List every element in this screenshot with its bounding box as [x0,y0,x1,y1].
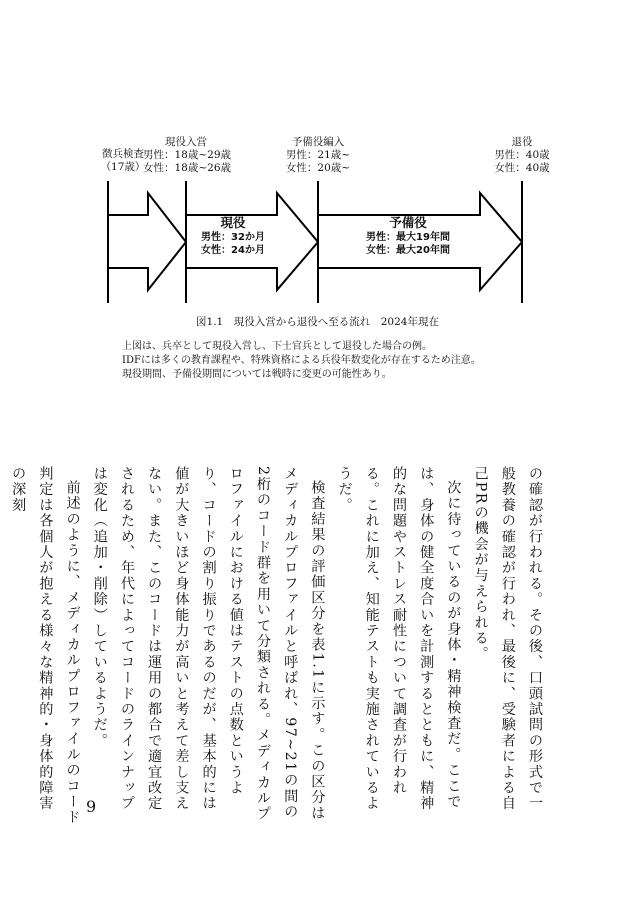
reserve-entry-male: 男性：21歳~ [285,149,351,161]
page-number: 9 [86,797,97,816]
active-entry-male: 男性：18歳~29歳 [143,149,232,161]
reserve-service-female: 女性：最大20年間 [366,245,450,256]
reserve-service-text [350,214,466,257]
reserve-entry-label [280,136,356,175]
retirement-male: 男性：40歳 [494,149,550,161]
conscription-check-age: （17歳） [100,161,146,173]
reserve-service-title: 予備役 [389,215,427,230]
figure-note: 上図は、兵卒として現役入営し、下士官兵として退役した場合の例。 [122,341,432,352]
active-entry-label [143,136,232,175]
active-service-male: 男性：32か月 [201,232,265,243]
retirement-female: 女性：40歳 [494,162,550,174]
active-entry-title: 現役入営 [165,136,207,148]
reserve-service-male: 男性：最大19年間 [366,232,450,243]
body-text [4,466,548,826]
body-paragraph: 前述のように、メディカルプロファイルのコード判定は各個人が抱える様々な精神的・身体的障害の深刻 [10,466,81,826]
reserve-entry-title: 予備役編入 [291,136,345,148]
body-paragraph: の確認が行われる。その後、口頭試問の形式で一般教養の確認が行われ、最後に、受験者による自己PRの機会が与えられる。 [472,466,543,812]
active-service-title: 現役 [220,215,246,230]
arrow-pre-service [108,193,186,290]
figure-note: IDFには多くの教育課程や、特殊資格による兵役年数変化が存在するため注意。 [122,355,481,366]
conscription-check-title: 徴兵検査 [102,148,144,160]
figure-note: 現役期間、予備役期間については戦時に変更の可能性あり。 [122,369,392,380]
figure-caption: 図1.1 現役入営から退役へ至る流れ 2024年現在 [196,316,439,328]
active-service-text [198,214,268,257]
body-paragraph: 検査結果の評価区分を表1.1に示す。この区分はメディカルプロファイルと呼ばれ、97~21の間の2桁のコード群を用いて分類される。メディカルプロファイルにおける値はテストの点数というより、コードの割り振りであるのだが、基本的には値が大きいほど身体能力が高いと考えて差し支えない。また、このコードは運用の都合で適宜改定されるため、年代によってコードのラインナップは変化（追加・削除）しているようだ。 [91,466,326,822]
retirement-title: 退役 [511,136,533,148]
figure-notes [122,340,481,382]
active-entry-female: 女性：18歳~26歳 [143,162,232,174]
reserve-entry-female: 女性：20歳~ [285,162,351,174]
retirement-label [491,136,553,175]
active-service-female: 女性：24か月 [201,245,265,256]
body-paragraph: 次に待っているのが身体・精神検査だ。ここでは、身体の健全度合いを計測するとともに、精神的な問題やストレス耐性について調査が行われる。これに加え、知能テストも実施されているようだ。 [336,466,462,812]
